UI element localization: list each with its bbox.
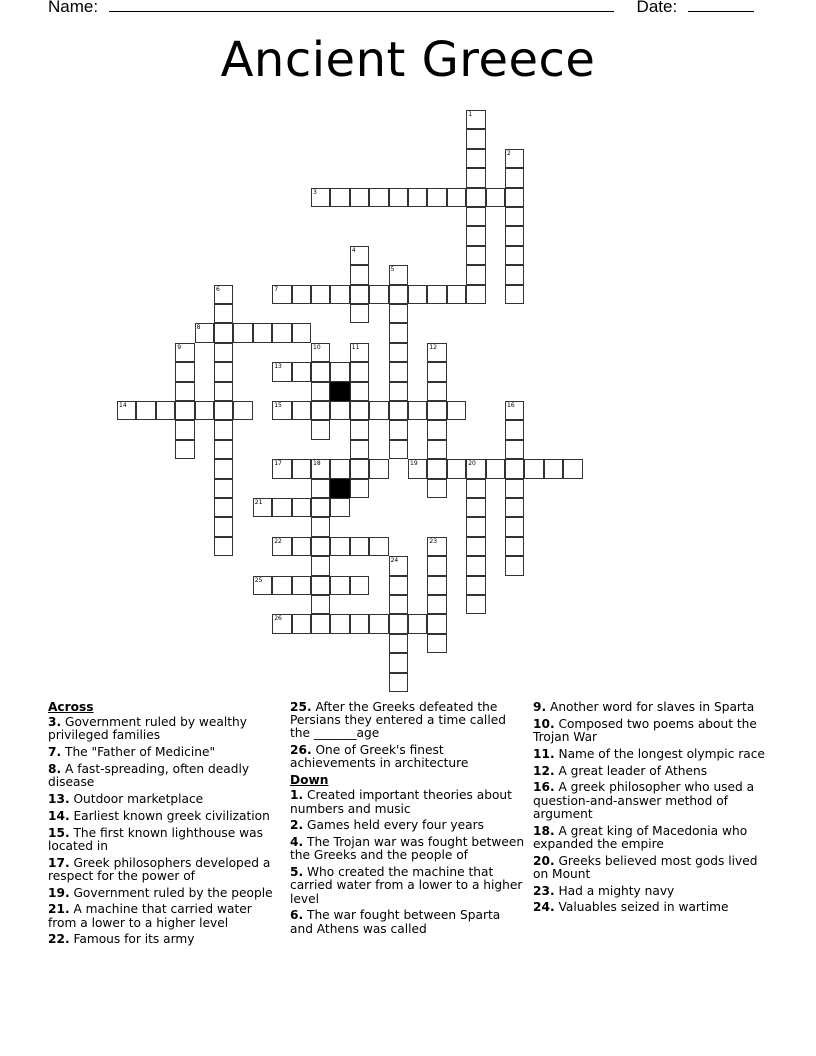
clue-number: 25 <box>254 576 263 584</box>
grid-cell[interactable] <box>427 595 446 614</box>
grid-cell[interactable] <box>466 595 485 614</box>
grid-cell[interactable] <box>427 188 446 207</box>
grid-cell[interactable] <box>505 188 524 207</box>
grid-cell[interactable] <box>466 498 485 517</box>
clue-down-11: 11. Name of the longest olympic race <box>533 746 765 761</box>
grid-cell[interactable] <box>330 285 349 304</box>
grid-cell[interactable] <box>272 285 291 304</box>
grid-cell[interactable] <box>330 401 349 420</box>
grid-cell[interactable] <box>466 459 485 478</box>
grid-cell[interactable] <box>466 246 485 265</box>
grid-cell[interactable] <box>272 576 291 595</box>
clue-number: 18 <box>313 460 321 468</box>
grid-cell[interactable] <box>330 459 349 478</box>
grid-cell[interactable] <box>408 401 427 420</box>
grid-cell[interactable] <box>505 420 524 439</box>
grid-cell[interactable] <box>292 285 311 304</box>
grid-cell[interactable] <box>272 459 291 478</box>
grid-cell[interactable] <box>486 459 505 478</box>
grid-cell[interactable] <box>233 401 252 420</box>
grid-cell[interactable] <box>466 285 485 304</box>
grid-cell[interactable] <box>389 634 408 653</box>
grid-cell[interactable] <box>505 498 524 517</box>
grid-cell[interactable] <box>466 517 485 536</box>
clue-down-4: 4. The Trojan war was fought between the Greeks and the people of <box>290 835 525 863</box>
grid-cell[interactable] <box>214 323 233 342</box>
grid-cell[interactable] <box>292 537 311 556</box>
grid-cell[interactable] <box>466 556 485 575</box>
grid-cell[interactable] <box>408 614 427 633</box>
grid-cell[interactable] <box>563 459 582 478</box>
grid-cell[interactable] <box>195 323 214 342</box>
grid-cell[interactable] <box>350 420 369 439</box>
grid-cell[interactable] <box>369 614 388 633</box>
grid-cell[interactable] <box>272 401 291 420</box>
grid-cell[interactable] <box>389 401 408 420</box>
grid-cell[interactable] <box>350 382 369 401</box>
grid-cell[interactable] <box>389 420 408 439</box>
grid-cell[interactable] <box>311 343 330 362</box>
grid-cell[interactable] <box>466 188 485 207</box>
grid-cell[interactable] <box>214 440 233 459</box>
grid-cell[interactable] <box>447 401 466 420</box>
grid-cell[interactable] <box>505 226 524 245</box>
grid-cell[interactable] <box>369 459 388 478</box>
grid-cell[interactable] <box>389 653 408 672</box>
grid-cell[interactable] <box>505 459 524 478</box>
clue-number: 24 <box>390 557 399 565</box>
clue-down-10: 10. Composed two poems about the Trojan War <box>533 716 757 744</box>
grid-cell[interactable] <box>195 401 214 420</box>
clue-across-22: 22. Famous for its army <box>48 932 195 947</box>
clues-column-2 <box>290 701 526 939</box>
grid-cell[interactable] <box>427 362 446 381</box>
grid-cell[interactable] <box>486 188 505 207</box>
grid-cell[interactable] <box>427 285 446 304</box>
clue-across-7: 7. The "Father of Medicine" <box>48 745 216 760</box>
grid-cell[interactable] <box>408 285 427 304</box>
grid-cell[interactable] <box>389 440 408 459</box>
grid-cell[interactable] <box>505 401 524 420</box>
grid-cell[interactable] <box>427 401 446 420</box>
grid-cell[interactable] <box>117 401 136 420</box>
grid-cell[interactable] <box>292 401 311 420</box>
grid-cell[interactable] <box>350 343 369 362</box>
grid-cell[interactable] <box>330 537 349 556</box>
grid-cell[interactable] <box>427 634 446 653</box>
grid-cell[interactable] <box>466 479 485 498</box>
date-label: Date: <box>636 0 678 16</box>
grid-cell[interactable] <box>350 304 369 323</box>
grid-cell[interactable] <box>311 614 330 633</box>
grid-cell[interactable] <box>156 401 175 420</box>
grid-cell[interactable] <box>214 382 233 401</box>
clue-number: 23 <box>429 537 438 545</box>
grid-cell[interactable] <box>466 576 485 595</box>
clue-number: 5 <box>390 266 395 274</box>
grid-cell[interactable] <box>427 420 446 439</box>
grid-cell[interactable] <box>389 362 408 381</box>
grid-cell[interactable] <box>505 246 524 265</box>
grid-cell[interactable] <box>272 537 291 556</box>
grid-cell[interactable] <box>292 362 311 381</box>
grid-cell[interactable] <box>350 265 369 284</box>
clue-number: 3 <box>313 188 317 196</box>
grid-cell[interactable] <box>447 188 466 207</box>
grid-cell[interactable] <box>350 479 369 498</box>
grid-cell[interactable] <box>311 401 330 420</box>
grid-cell[interactable] <box>214 304 233 323</box>
grid-cell[interactable] <box>447 459 466 478</box>
clue-number: 2 <box>507 149 511 157</box>
grid-cell[interactable] <box>175 420 194 439</box>
grid-cell[interactable] <box>311 420 330 439</box>
clue-across-15: 15. The first known lighthouse was located in <box>48 825 263 853</box>
grid-cell[interactable] <box>389 576 408 595</box>
clue-across-14: 14. Earliest known greek civilization <box>48 808 270 823</box>
grid-cell[interactable] <box>214 420 233 439</box>
grid-cell[interactable] <box>389 265 408 284</box>
grid-cell[interactable] <box>253 323 272 342</box>
clue-number: 1 <box>468 111 473 118</box>
grid-cell[interactable] <box>427 479 446 498</box>
clues-column-3 <box>533 701 769 918</box>
clue-down-20: 20. Greeks believed most gods lived on Mount <box>533 853 758 881</box>
grid-cell[interactable] <box>214 459 233 478</box>
clue-down-9: 9. Another word for slaves in Sparta <box>533 700 755 714</box>
grid-cell[interactable] <box>408 459 427 478</box>
grid-cell[interactable] <box>544 459 563 478</box>
clue-down-2: 2. Games held every four years <box>290 818 484 833</box>
grid-cell[interactable] <box>330 576 349 595</box>
grid-cell[interactable] <box>466 265 485 284</box>
grid-cell[interactable] <box>389 673 408 692</box>
page-title: Ancient Greece <box>220 32 596 88</box>
grid-cell[interactable] <box>505 265 524 284</box>
clue-down-6: 6. The war fought between Sparta and Athens was called <box>290 908 501 936</box>
clue-number: 15 <box>274 402 282 409</box>
down-heading: Down <box>290 773 329 788</box>
grid-cell[interactable] <box>350 459 369 478</box>
grid-cell[interactable] <box>427 537 446 556</box>
clues-column-1 <box>48 701 282 950</box>
grid-cell[interactable] <box>427 576 446 595</box>
name-label: Name: <box>48 0 99 16</box>
grid-cell[interactable] <box>369 537 388 556</box>
clue-number: 20 <box>468 460 476 468</box>
grid-cell[interactable] <box>311 595 330 614</box>
grid-cell[interactable] <box>389 343 408 362</box>
clue-across-25: 25. After the Greeks defeated the Persians they entered a time called the _______age <box>290 700 506 741</box>
grid-cell[interactable] <box>272 498 291 517</box>
clue-number: 22 <box>274 537 282 545</box>
grid-cell[interactable] <box>389 595 408 614</box>
grid-cell[interactable] <box>311 285 330 304</box>
black-cell <box>330 479 349 498</box>
grid-cell[interactable] <box>466 537 485 556</box>
grid-cell[interactable] <box>466 207 485 226</box>
grid-cell[interactable] <box>427 440 446 459</box>
grid-cell[interactable] <box>214 517 233 536</box>
grid-cell[interactable] <box>292 459 311 478</box>
clue-across-21: 21. A machine that carried water from a lower to a higher level <box>48 902 252 930</box>
clue-across-8: 8. A fast-spreading, often deadly disease <box>48 762 250 790</box>
grid-cell[interactable] <box>175 401 194 420</box>
across-heading: Across <box>48 700 94 714</box>
grid-cell[interactable] <box>350 440 369 459</box>
grid-cell[interactable] <box>292 323 311 342</box>
grid-cell[interactable] <box>505 556 524 575</box>
grid-cell[interactable] <box>214 343 233 362</box>
clue-down-1: 1. Created important theories about numbers and music <box>290 788 512 816</box>
grid-cell[interactable] <box>311 459 330 478</box>
grid-cell[interactable] <box>389 285 408 304</box>
grid-cell[interactable] <box>505 479 524 498</box>
grid-cell[interactable] <box>389 614 408 633</box>
black-cell <box>330 382 349 401</box>
grid-cell[interactable] <box>330 498 349 517</box>
grid-cell[interactable] <box>214 401 233 420</box>
grid-cell[interactable] <box>427 614 446 633</box>
grid-cell[interactable] <box>505 168 524 187</box>
clue-across-17: 17. Greek philosophers developed a respect for the power of <box>48 855 271 883</box>
grid-cell[interactable] <box>233 323 252 342</box>
grid-cell[interactable] <box>136 401 155 420</box>
clue-number: 8 <box>196 324 201 332</box>
grid-cell[interactable] <box>292 498 311 517</box>
grid-cell[interactable] <box>466 149 485 168</box>
clue-across-19: 19. Government ruled by the people <box>48 885 273 900</box>
grid-cell[interactable] <box>311 498 330 517</box>
grid-cell[interactable] <box>466 168 485 187</box>
clue-number: 19 <box>410 460 418 468</box>
grid-cell[interactable] <box>311 576 330 595</box>
grid-cell[interactable] <box>505 517 524 536</box>
grid-cell[interactable] <box>214 362 233 381</box>
grid-cell[interactable] <box>175 362 194 381</box>
grid-cell[interactable] <box>311 362 330 381</box>
grid-cell[interactable] <box>505 149 524 168</box>
grid-cell[interactable] <box>466 129 485 148</box>
grid-cell[interactable] <box>350 188 369 207</box>
clue-number: 14 <box>119 402 127 409</box>
clue-number: 12 <box>429 343 438 351</box>
grid-cell[interactable] <box>214 479 233 498</box>
grid-cell[interactable] <box>175 440 194 459</box>
grid-cell[interactable] <box>447 285 466 304</box>
clue-number: 10 <box>313 343 321 351</box>
grid-cell[interactable] <box>214 498 233 517</box>
clue-number: 16 <box>507 402 515 409</box>
grid-cell[interactable] <box>330 614 349 633</box>
grid-cell[interactable] <box>214 537 233 556</box>
clue-down-5: 5. Who created the machine that carried water from a lower to a higher level <box>290 865 523 906</box>
grid-cell[interactable] <box>427 556 446 575</box>
grid-cell[interactable] <box>466 226 485 245</box>
grid-cell[interactable] <box>505 440 524 459</box>
clue-down-12: 12. A great leader of Athens <box>533 763 708 778</box>
grid-cell[interactable] <box>311 188 330 207</box>
grid-cell[interactable] <box>350 576 369 595</box>
grid-cell[interactable] <box>369 401 388 420</box>
clue-number: 21 <box>254 499 263 506</box>
grid-cell[interactable] <box>311 556 330 575</box>
grid-cell[interactable] <box>272 614 291 633</box>
grid-cell[interactable] <box>311 382 330 401</box>
grid-cell[interactable] <box>350 285 369 304</box>
grid-cell[interactable] <box>292 614 311 633</box>
clue-number: 26 <box>274 615 282 623</box>
grid-cell[interactable] <box>389 304 408 323</box>
grid-cell[interactable] <box>427 382 446 401</box>
grid-cell[interactable] <box>253 498 272 517</box>
grid-cell[interactable] <box>311 517 330 536</box>
grid-cell[interactable] <box>389 188 408 207</box>
grid-cell[interactable] <box>466 110 485 129</box>
grid-cell[interactable] <box>505 207 524 226</box>
grid-cell[interactable] <box>311 537 330 556</box>
grid-cell[interactable] <box>175 343 194 362</box>
clue-across-13: 13. Outdoor marketplace <box>48 792 204 806</box>
grid-cell[interactable] <box>369 188 388 207</box>
grid-cell[interactable] <box>505 285 524 304</box>
clue-across-26: 26. One of Greek's finest achievements in architecture <box>290 743 469 771</box>
clue-down-18: 18. A great king of Macedonia who expanded the empire <box>533 823 748 851</box>
grid-cell[interactable] <box>272 362 291 381</box>
grid-cell[interactable] <box>350 401 369 420</box>
clue-number: 6 <box>216 285 220 293</box>
grid-cell[interactable] <box>389 323 408 342</box>
grid-cell[interactable] <box>524 459 543 478</box>
grid-cell[interactable] <box>214 285 233 304</box>
clue-number: 7 <box>274 285 279 293</box>
clue-across-3: 3. Government ruled by wealthy privileged families <box>48 715 247 743</box>
clue-down-16: 16. A greek philosopher who used a question-and-answer method of argument <box>533 780 755 821</box>
grid-cell[interactable] <box>272 323 291 342</box>
grid-cell[interactable] <box>292 576 311 595</box>
grid-cell[interactable] <box>505 537 524 556</box>
grid-cell[interactable] <box>253 576 272 595</box>
grid-cell[interactable] <box>350 362 369 381</box>
grid-cell[interactable] <box>408 188 427 207</box>
grid-cell[interactable] <box>427 343 446 362</box>
clue-number: 9 <box>177 343 182 351</box>
clue-number: 11 <box>351 343 360 351</box>
clue-number: 13 <box>274 363 282 371</box>
grid-cell[interactable] <box>311 479 330 498</box>
grid-cell[interactable] <box>330 362 349 381</box>
grid-cell[interactable] <box>389 556 408 575</box>
grid-cell[interactable] <box>369 285 388 304</box>
clue-number: 17 <box>274 460 282 468</box>
grid-cell[interactable] <box>350 614 369 633</box>
grid-cell[interactable] <box>175 382 194 401</box>
grid-cell[interactable] <box>350 246 369 265</box>
clue-down-23: 23. Had a mighty navy <box>533 883 675 898</box>
grid-cell[interactable] <box>389 382 408 401</box>
grid-cell[interactable] <box>350 537 369 556</box>
clue-down-24: 24. Valuables seized in wartime <box>533 900 729 915</box>
grid-cell[interactable] <box>427 459 446 478</box>
clue-number: 4 <box>351 246 356 254</box>
grid-cell[interactable] <box>330 188 349 207</box>
